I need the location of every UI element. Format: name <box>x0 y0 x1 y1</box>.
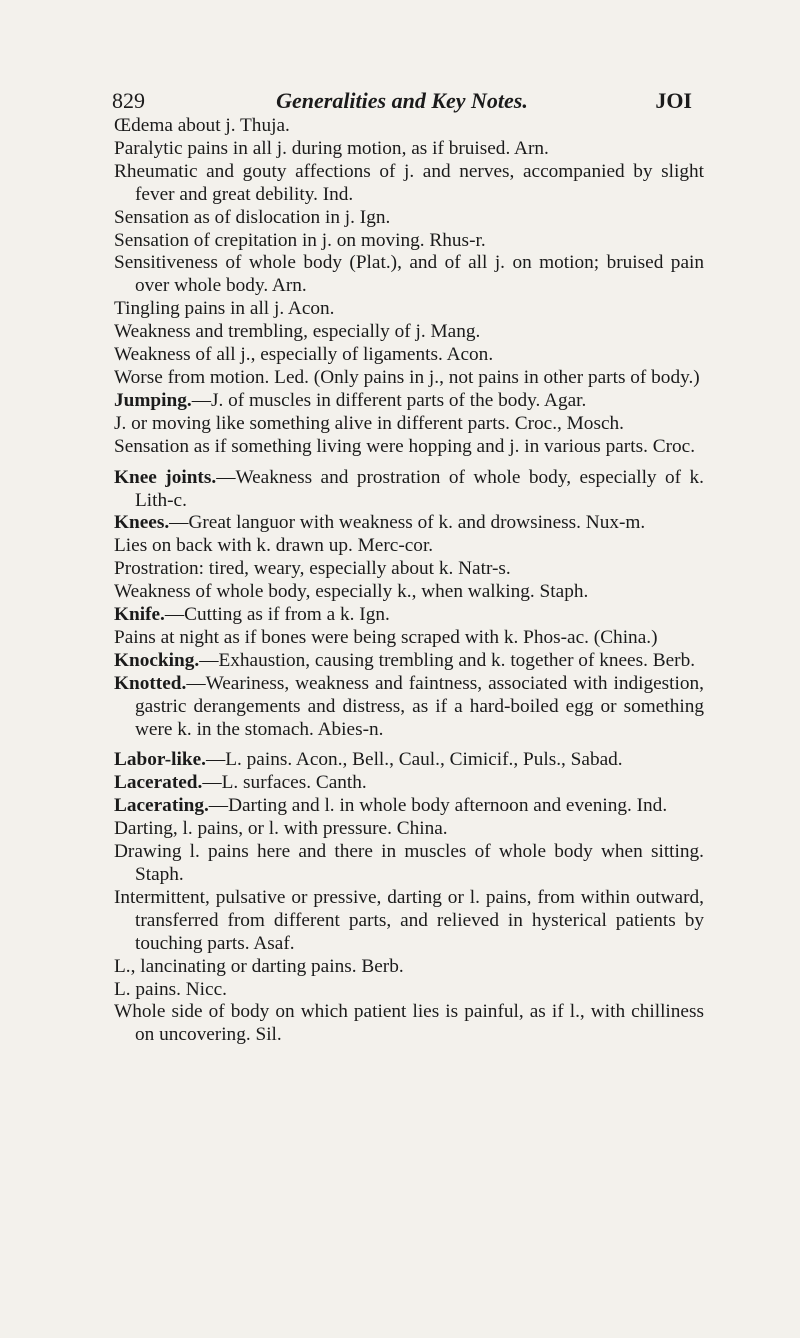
entry-text: Tingling pains in all j. Acon. <box>114 298 335 320</box>
index-entry <box>114 979 704 1002</box>
index-entry <box>114 535 704 558</box>
entry-text: —L. pains. Acon., Bell., Caul., Cimicif., Puls., Sabad. <box>205 749 623 771</box>
section-gap <box>114 459 704 467</box>
index-entry-heading <box>114 604 704 627</box>
index-entry <box>114 298 704 321</box>
entry-text: Sensation of crepitation in j. on moving. Rhus-r. <box>114 229 486 251</box>
index-entry <box>114 230 704 253</box>
entry-text: Pains at night as if bones were being scraped with k. Phos-ac. (China.) <box>114 626 658 648</box>
index-entry-heading <box>114 390 704 413</box>
entry-keyword: Knees. <box>114 512 170 534</box>
entry-text: Intermittent, pulsative or pressive, darting or l. pains, from within outward, transferred from different parts, and relieved in hysterical patients by touching parts. Asaf. <box>114 886 704 954</box>
index-entry <box>114 1001 704 1047</box>
entry-text: —Exhaustion, causing trembling and k. together of knees. Berb. <box>199 649 696 671</box>
entry-text: —L. surfaces. Canth. <box>202 772 367 794</box>
index-entry-heading <box>114 772 704 795</box>
entry-text: Worse from motion. Led. (Only pains in j., not pains in other parts of body.) <box>114 366 700 388</box>
entry-keyword: Jumping. <box>114 389 192 411</box>
index-entry-heading <box>114 749 704 772</box>
index-entry-heading <box>114 467 704 513</box>
entry-text: Paralytic pains in all j. during motion, as if bruised. Arn. <box>114 137 549 159</box>
entry-keyword: Lacerating. <box>114 795 209 817</box>
entry-keyword: Knife. <box>114 604 165 626</box>
running-title: Generalities and Key Notes. <box>276 88 528 113</box>
entry-text: —Great languor with weakness of k. and drowsiness. Nux-m. <box>169 512 646 534</box>
entry-text: Weakness and trembling, especially of j. Mang. <box>114 321 481 343</box>
entry-text: —Weakness and prostration of whole body, especially of k. Lith-c. <box>135 466 704 511</box>
index-entry-heading <box>114 795 704 818</box>
entries-list <box>114 115 704 1047</box>
entry-text: J. or moving like something alive in different parts. Croc., Mosch. <box>114 412 624 434</box>
index-entry <box>114 818 704 841</box>
index-entry <box>114 627 704 650</box>
index-entry <box>114 321 704 344</box>
index-entry <box>114 956 704 979</box>
signature-mark: JOI <box>655 88 692 113</box>
index-entry <box>114 841 704 887</box>
entry-text: L. pains. Nicc. <box>114 978 227 1000</box>
index-entry <box>114 161 704 207</box>
entry-text: Sensitiveness of whole body (Plat.), and of all j. on motion; bruised pain over whole body. Arn. <box>114 252 704 297</box>
entry-text: Whole side of body on which patient lies is painful, as if l., with chilliness on uncovering. Sil. <box>114 1001 704 1046</box>
entry-text: Sensation as of dislocation in j. Ign. <box>114 206 391 228</box>
index-entry <box>114 344 704 367</box>
entry-text: Lies on back with k. drawn up. Merc-cor. <box>114 535 434 557</box>
index-entry-heading <box>114 673 704 742</box>
entry-text: Weakness of whole body, especially k., when walking. Staph. <box>114 581 589 603</box>
index-entry <box>114 581 704 604</box>
entry-text: Rheumatic and gouty affections of j. and nerves, accompanied by slight fever and great debility. Ind. <box>114 160 704 205</box>
entry-text: —Darting and l. in whole body afternoon and evening. Ind. <box>208 795 668 817</box>
entry-text: Prostration: tired, weary, especially about k. Natr-s. <box>114 558 511 580</box>
entry-text: —Cutting as if from a k. Ign. <box>164 604 390 626</box>
index-entry-heading <box>114 650 704 673</box>
entry-keyword: Knee joints. <box>114 466 217 488</box>
index-entry <box>114 558 704 581</box>
entry-text: —Weariness, weakness and faintness, associated with indigestion, gastric derangements and distress, as if a hard-boiled egg or something were k. in the stomach. Abies-n. <box>135 672 704 740</box>
entry-keyword: Knotted. <box>114 672 187 694</box>
index-entry <box>114 138 704 161</box>
index-entry <box>114 115 704 138</box>
index-entry <box>114 252 704 298</box>
entry-keyword: Labor-like. <box>114 749 206 771</box>
page-number: 829 <box>112 88 145 113</box>
entry-text: Weakness of all j., especially of ligaments. Acon. <box>114 344 494 366</box>
index-entry <box>114 436 704 459</box>
entry-keyword: Knocking. <box>114 649 200 671</box>
section-gap <box>114 741 704 749</box>
index-entry-heading <box>114 512 704 535</box>
entry-text: Œdema about j. Thuja. <box>114 115 290 136</box>
entry-text: Sensation as if something living were hopping and j. in various parts. Croc. <box>114 435 696 457</box>
entry-text: —J. of muscles in different parts of the body. Agar. <box>191 389 587 411</box>
entry-text: Drawing l. pains here and there in muscles of whole body when sitting. Staph. <box>114 841 704 885</box>
entry-text: L., lancinating or darting pains. Berb. <box>114 955 404 977</box>
index-entry <box>114 413 704 436</box>
index-entry <box>114 887 704 956</box>
entry-keyword: Lacerated. <box>114 772 203 794</box>
index-entry <box>114 367 704 390</box>
index-entry <box>114 207 704 230</box>
entry-text: Darting, l. pains, or l. with pressure. China. <box>114 818 448 840</box>
